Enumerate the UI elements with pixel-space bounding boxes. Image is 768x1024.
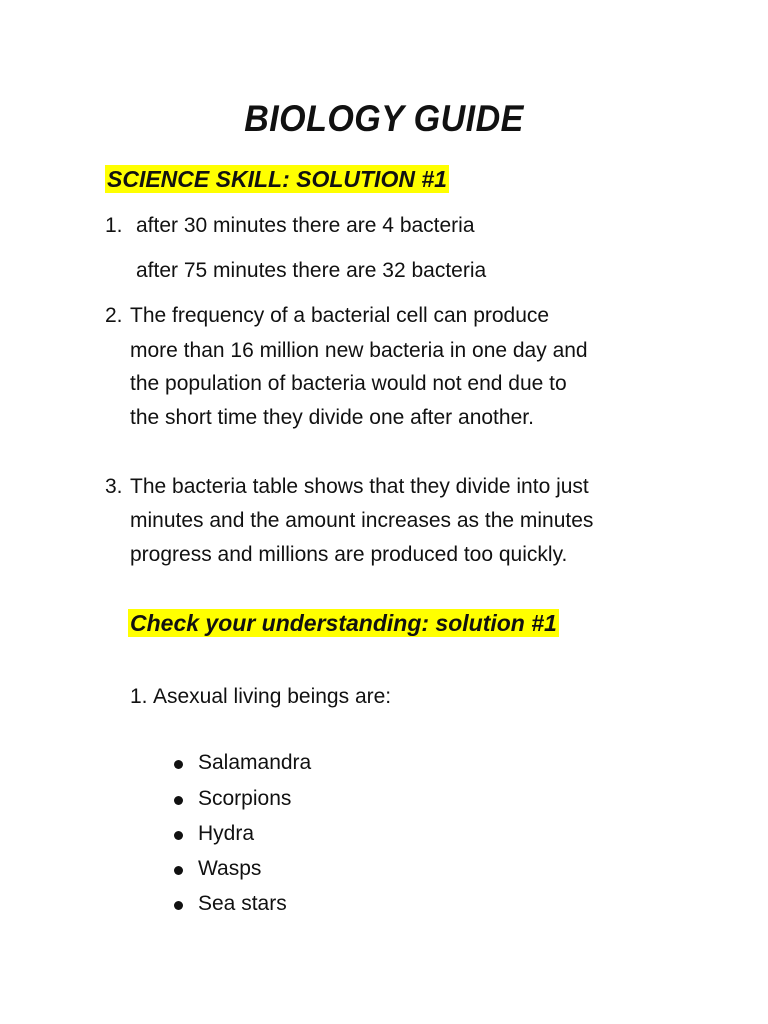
- item2-line: the population of bacteria would not end due to: [130, 372, 567, 395]
- bullet-dot-icon: [174, 901, 183, 910]
- item-number: 3.: [105, 475, 123, 498]
- item3-line: The bacteria table shows that they divide into just: [130, 475, 589, 498]
- item2-line: more than 16 million new bacteria in one day and: [130, 339, 588, 362]
- bullet-item: Salamandra: [198, 751, 312, 774]
- bullet-dot-icon: [174, 796, 183, 805]
- bullet-dot-icon: [174, 866, 183, 875]
- item-number: 1.: [130, 685, 148, 708]
- item1-line2: after 75 minutes there are 32 bacteria: [136, 259, 487, 282]
- bullet-dot-icon: [174, 831, 183, 840]
- item2-line: the short time they divide one after another.: [130, 406, 534, 429]
- bullet-item: Scorpions: [198, 787, 292, 810]
- asexual-question: Asexual living beings are:: [153, 685, 392, 708]
- item2-line: The frequency of a bacterial cell can produce: [130, 304, 550, 327]
- check-understanding-heading-text: Check your understanding: solution #1: [130, 610, 557, 636]
- item-number: 1.: [105, 214, 123, 237]
- item-number: 2.: [105, 304, 123, 327]
- item3-line: minutes and the amount increases as the minutes: [130, 509, 594, 532]
- item3-line: progress and millions are produced too quickly.: [130, 543, 568, 566]
- bullet-item: Wasps: [198, 857, 262, 880]
- science-skill-heading-text: SCIENCE SKILL: SOLUTION #1: [107, 166, 447, 192]
- section-heading-check-understanding: [128, 610, 559, 637]
- section-heading-science-skill: [105, 166, 449, 193]
- item1-line1: after 30 minutes there are 4 bacteria: [136, 214, 475, 237]
- bullet-item: Sea stars: [198, 892, 287, 915]
- bullet-item: Hydra: [198, 822, 255, 845]
- page-title: BIOLOGY GUIDE: [244, 98, 524, 139]
- bullet-dot-icon: [174, 760, 183, 769]
